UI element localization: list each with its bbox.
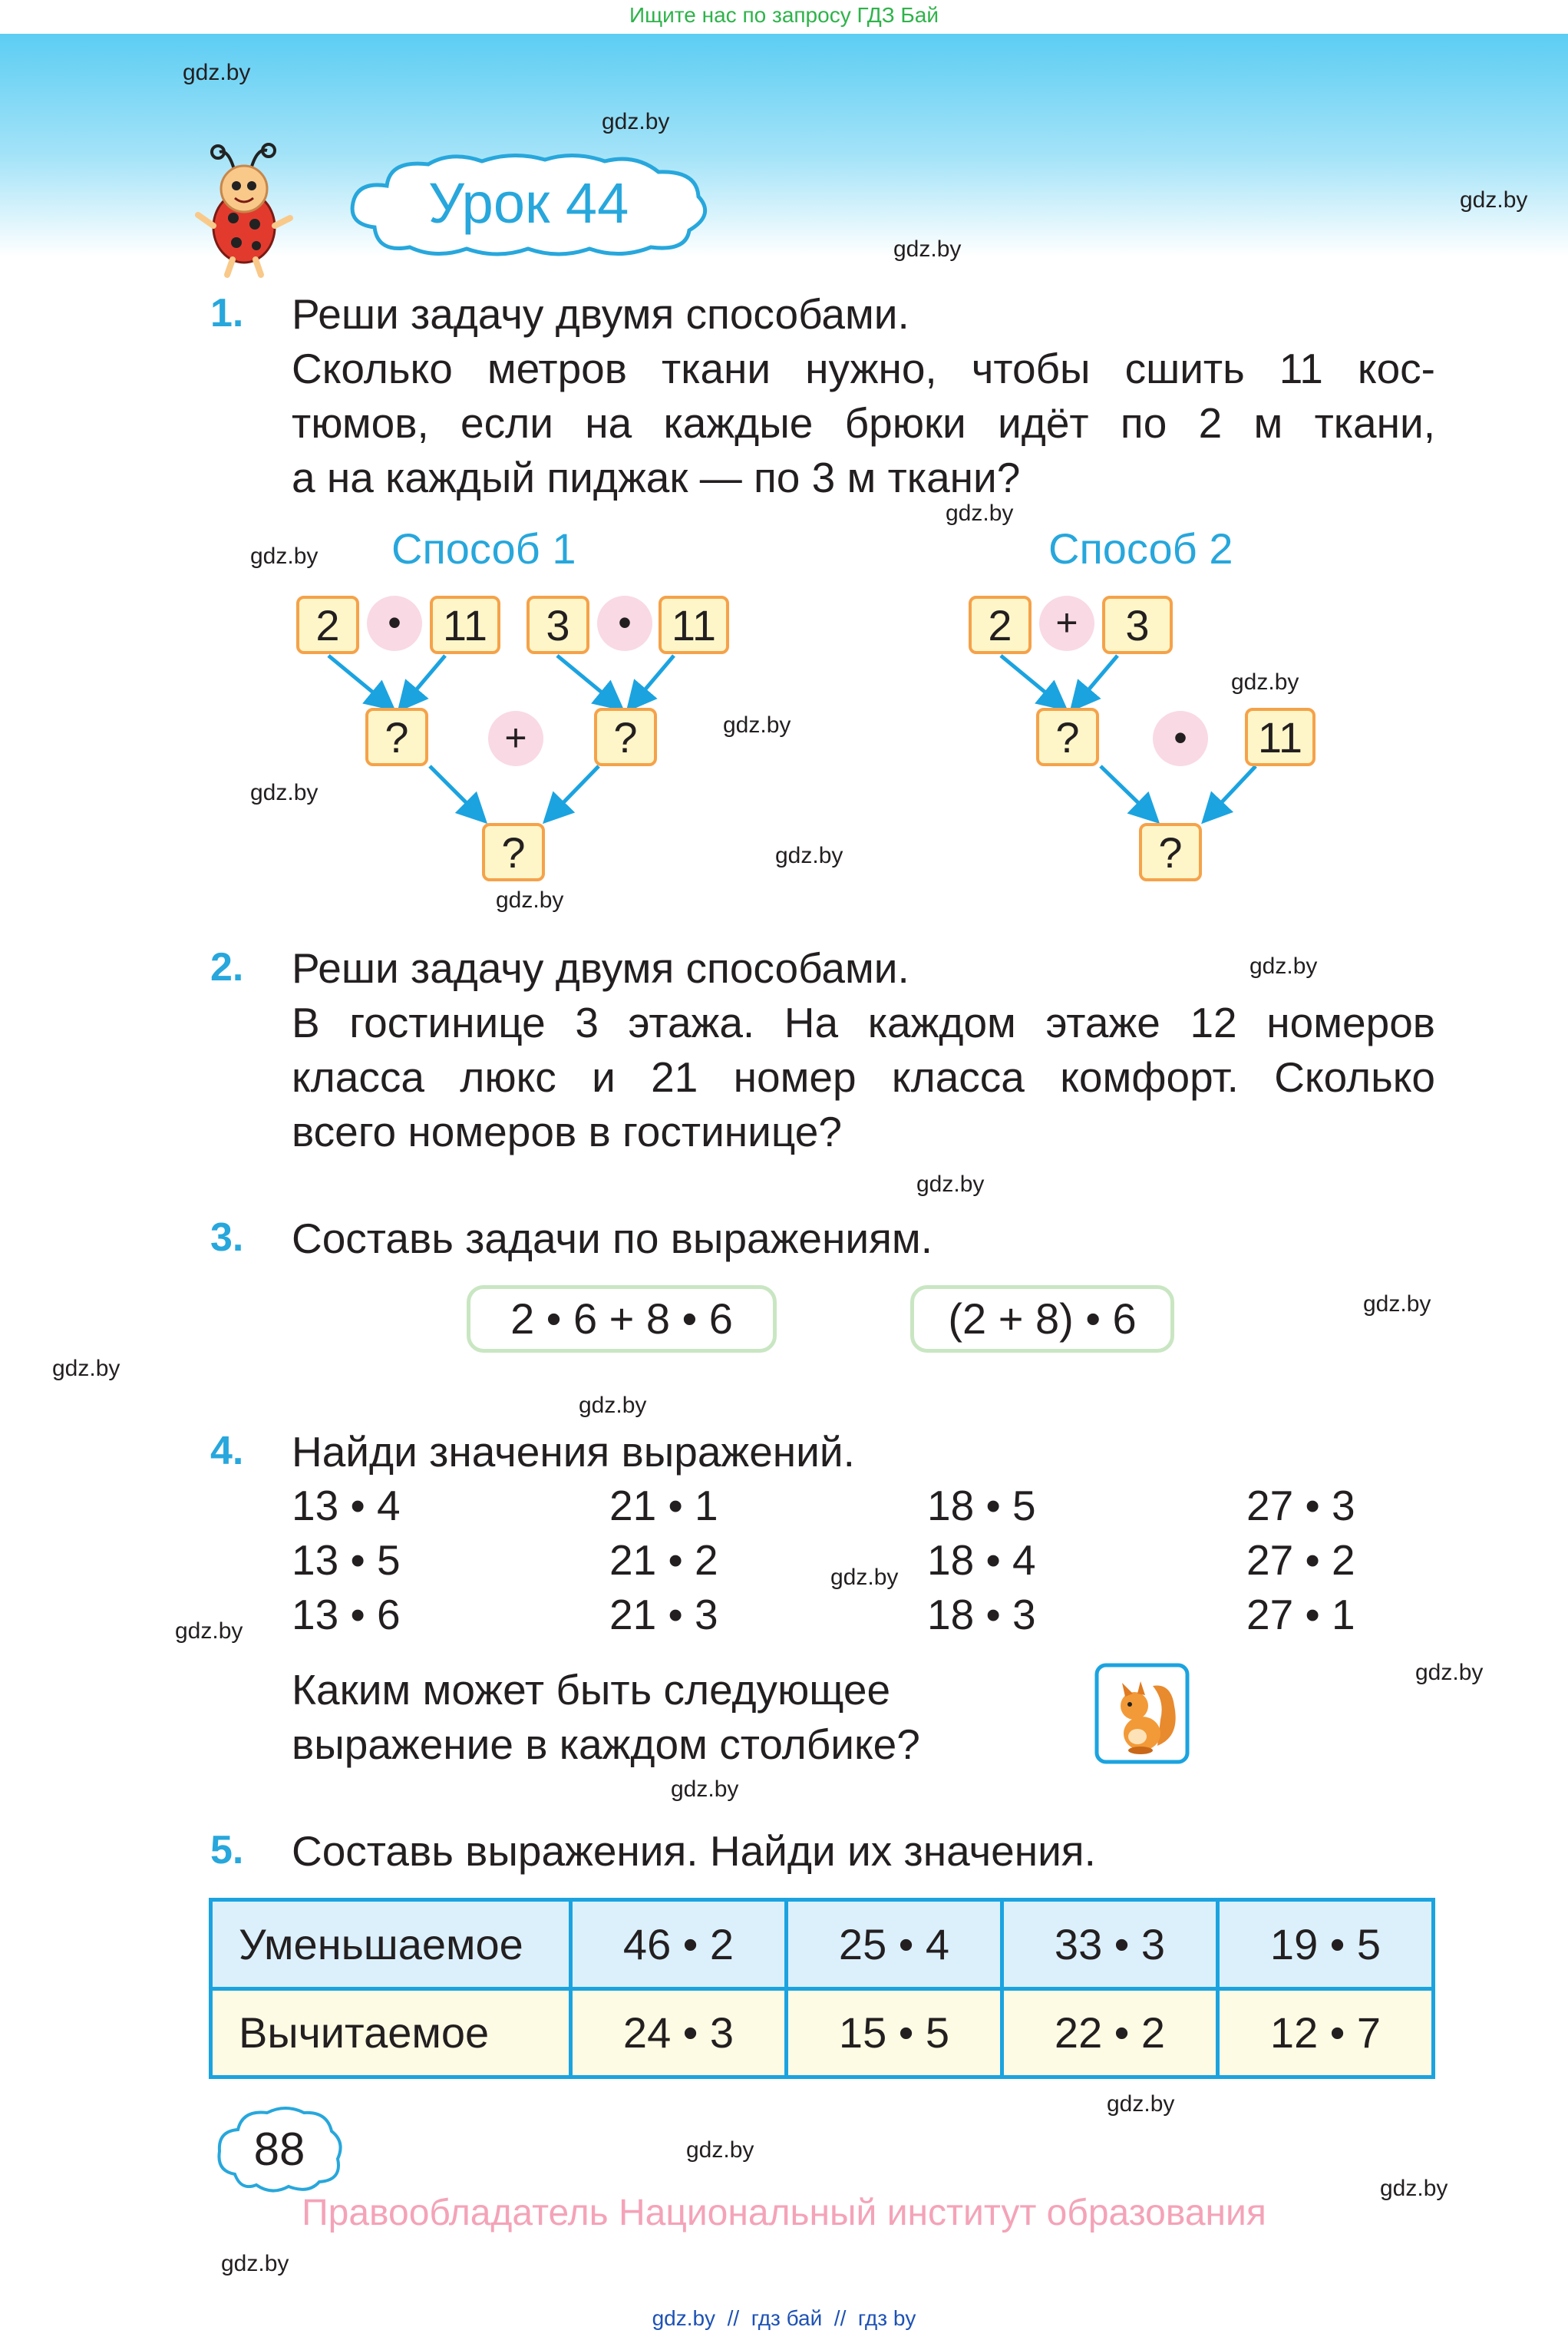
multiply-operator: • (367, 596, 422, 651)
method-1-factor-box: 2 (296, 596, 359, 654)
squirrel-icon (1094, 1663, 1190, 1764)
method-2-factor-box: 11 (1245, 708, 1315, 766)
task-4-expression: 13 • 5 (292, 1536, 401, 1584)
multiply-operator: • (597, 596, 652, 651)
method-1-arrows (0, 0, 1568, 921)
page-number: 88 (253, 2124, 305, 2175)
task-4-question-line: Каким может быть следующее (292, 1666, 891, 1714)
task-1-number: 1. (210, 291, 244, 335)
watermark: gdz.by (1231, 669, 1299, 695)
table-row-label: Уменьшаемое (211, 1900, 571, 1989)
multiply-operator: • (1153, 711, 1208, 766)
task-4-question (292, 1663, 920, 1772)
plus-operator: + (1039, 596, 1094, 651)
task-4-number: 4. (210, 1429, 244, 1473)
watermark: gdz.by (946, 501, 1014, 526)
top-search-note: Ищите нас по запросу ГДЗ Бай (629, 3, 939, 27)
plus-operator: + (488, 711, 543, 766)
watermark: gdz.by (52, 1356, 120, 1381)
table-cell: 46 • 2 (571, 1900, 787, 1989)
task-4-expression: 21 • 3 (609, 1591, 718, 1638)
task-4-expression: 18 • 5 (927, 1482, 1036, 1529)
method-2-term-box: 2 (969, 596, 1032, 654)
task-3-text: Составь задачи по выражениям. (292, 1215, 933, 1262)
method-1-factor-box: 11 (430, 596, 500, 654)
task-2-text (292, 941, 1435, 1159)
task-4-expression: 27 • 1 (1246, 1591, 1355, 1638)
task-4-expression: 13 • 6 (292, 1591, 401, 1638)
method-1-unknown-box: ? (594, 708, 657, 766)
method-1-result-box: ? (482, 823, 545, 881)
watermark: gdz.by (1415, 1660, 1484, 1685)
watermark: gdz.by (1460, 187, 1528, 213)
task-4-expression: 27 • 3 (1246, 1482, 1355, 1529)
method-2-unknown-box: ? (1036, 708, 1099, 766)
task-1-line: а на каждый пиджак — по 3 м ткани? (292, 454, 1021, 501)
footer-links[interactable]: gdz.by // гдз бай // гдз by (652, 2306, 916, 2330)
watermark: gdz.by (893, 236, 962, 262)
task-2-line: всего номеров в гостинице? (292, 1108, 842, 1155)
task-5-table (209, 1898, 1435, 2079)
watermark: gdz.by (221, 2251, 289, 2276)
task-5-text: Составь выражения. Найди их значения. (292, 1827, 1096, 1875)
watermark: gdz.by (183, 60, 251, 85)
task-4-column (1246, 1479, 1355, 1642)
table-row (211, 1900, 1434, 1989)
task-3-number: 3. (210, 1215, 244, 1260)
table-cell: 12 • 7 (1218, 1988, 1434, 2077)
task-4-expression: 21 • 1 (609, 1482, 718, 1529)
method-1-factor-box: 3 (527, 596, 589, 654)
method-2-result-box: ? (1139, 823, 1202, 881)
task-2-line: класса люкс и 21 номер класса комфорт. Сколько (292, 1053, 1435, 1101)
watermark: gdz.by (579, 1393, 647, 1418)
watermark: gdz.by (496, 887, 564, 913)
table-cell: 24 • 3 (571, 1988, 787, 2077)
task-1-line: Сколько метров ткани нужно, чтобы сшить 11 кос- (292, 345, 1435, 392)
task-4-column (927, 1479, 1036, 1642)
method-1-factor-box: 11 (659, 596, 729, 654)
table-cell: 19 • 5 (1218, 1900, 1434, 1989)
method-2-label: Способ 2 (1048, 524, 1233, 573)
task-4-question-line: выражение в каждом столбике? (292, 1720, 920, 1768)
table-cell: 33 • 3 (1002, 1900, 1218, 1989)
task-2-line: В гостинице 3 этажа. На каждом этаже 12 номеров (292, 999, 1435, 1046)
watermark: gdz.by (1380, 2176, 1448, 2201)
task-3-expression: (2 + 8) • 6 (910, 1285, 1174, 1353)
watermark: gdz.by (723, 712, 791, 738)
task-4-expression: 27 • 2 (1246, 1536, 1355, 1584)
task-4-expression: 18 • 4 (927, 1536, 1036, 1584)
task-2-number: 2. (210, 945, 244, 990)
method-1-unknown-box: ? (365, 708, 428, 766)
table-cell: 22 • 2 (1002, 1988, 1218, 2077)
watermark: gdz.by (830, 1565, 899, 1590)
method-1-label: Способ 1 (391, 524, 576, 573)
table-row (211, 1988, 1434, 2077)
table-cell: 15 • 5 (787, 1988, 1002, 2077)
task-4-expression: 21 • 2 (609, 1536, 718, 1584)
task-2-line: Реши задачу двумя способами. (292, 944, 909, 992)
watermark: gdz.by (686, 2137, 754, 2163)
watermark: gdz.by (671, 1776, 739, 1802)
task-3-expression: 2 • 6 + 8 • 6 (467, 1285, 777, 1353)
watermark: gdz.by (775, 843, 843, 868)
watermark: gdz.by (175, 1618, 243, 1644)
task-4-expression: 18 • 3 (927, 1591, 1036, 1638)
task-4-column (609, 1479, 718, 1642)
watermark: gdz.by (250, 780, 319, 805)
watermark: gdz.by (602, 109, 670, 134)
watermark: gdz.by (916, 1172, 985, 1197)
table-cell: 25 • 4 (787, 1900, 1002, 1989)
task-5-number: 5. (210, 1828, 244, 1872)
rights-holder: Правообладатель Национальный институт образования (302, 2193, 1266, 2233)
watermark: gdz.by (1107, 2091, 1175, 2117)
watermark: gdz.by (1249, 954, 1318, 979)
lesson-title: Урок 44 (428, 171, 629, 235)
watermark: gdz.by (1363, 1291, 1431, 1317)
task-4-column (292, 1479, 401, 1642)
method-2-term-box: 3 (1102, 596, 1173, 654)
table-row-label: Вычитаемое (211, 1988, 571, 2077)
task-1-line: тюмов, если на каждые брюки идёт по 2 м ткани, (292, 399, 1435, 447)
watermark: gdz.by (250, 544, 319, 569)
task-4-expression: 13 • 4 (292, 1482, 401, 1529)
task-4-text: Найди значения выражений. (292, 1428, 855, 1476)
task-1-line: Реши задачу двумя способами. (292, 290, 909, 338)
